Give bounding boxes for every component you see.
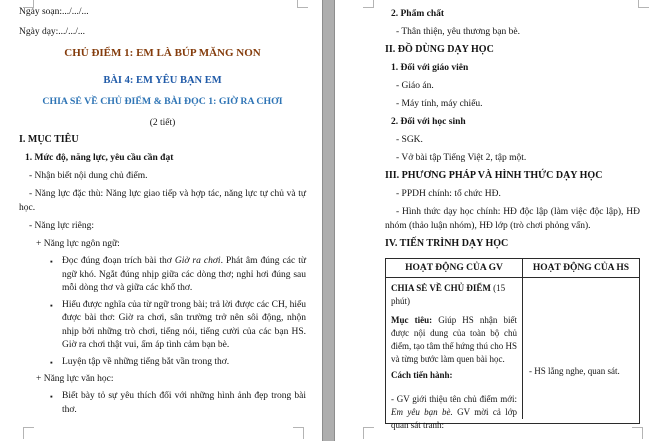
- margin-corner-mark: [293, 427, 304, 439]
- goal-text: Giúp HS nhận biết được nội dung của toàn bộ chủ điểm, tạo tâm thế hứng thú cho HS và từng bước làm quen bài học.: [391, 315, 517, 364]
- document-page-right: [334, 0, 650, 441]
- activity-goal: [391, 314, 517, 366]
- section-do-dung: II. ĐỒ DÙNG DẠY HỌC: [385, 44, 494, 55]
- paragraph-ppdh: - PPDH chính: tổ chức HĐ.: [396, 189, 501, 199]
- activity-table-body-row: [386, 278, 639, 430]
- hs-activity-cell: [523, 278, 639, 423]
- gv-step-text: GV mời cả lớp quan sát tranh:: [391, 407, 517, 430]
- paragraph-may-tinh: - Máy tính, máy chiếu.: [396, 99, 483, 109]
- paragraph-nang-luc-van-hoc: + Năng lực văn học:: [36, 374, 114, 384]
- margin-corner-mark: [23, 427, 34, 439]
- bullet-item: ▪ Luyện tập về những tiếng bắt vần trong thơ.: [50, 356, 306, 370]
- header-cell-gv: HOẠT ĐỘNG CỦA GV: [386, 259, 523, 278]
- lesson-heading: BÀI 4: EM YÊU BẠN EM: [103, 75, 222, 86]
- margin-corner-mark: [632, 427, 643, 439]
- subsection-pham-chat: 2. Phẩm chất: [391, 9, 445, 19]
- paragraph-nang-luc-ngon-ngu: + Năng lực ngôn ngữ:: [36, 239, 120, 249]
- paragraph-nang-luc-dac-thu: - Năng lực đặc thù: Năng lực giao tiếp và hợp tác, năng lực tự chủ và tự học.: [19, 189, 306, 213]
- activity-table: [385, 258, 640, 430]
- activity-title: [391, 282, 517, 308]
- bullet-text-italic: Giờ ra chơi: [174, 256, 221, 266]
- bullet-list-van-hoc: [19, 390, 306, 417]
- gv-step: [391, 393, 517, 432]
- hs-note: - HS lắng nghe, quan sát.: [529, 366, 620, 376]
- bullet-item: ▪ Biết bày tỏ sự yêu thích đối với những hình ảnh đẹp trong bài thơ.: [50, 390, 306, 417]
- activity-title-bold: CHIA SẺ VỀ CHỦ ĐIỂM: [391, 283, 491, 293]
- paragraph-sgk: - SGK.: [396, 135, 423, 145]
- bullet-text: Đọc đúng đoạn trích bài thơ: [62, 256, 175, 266]
- activity-title-duration: (15 phút): [391, 283, 506, 306]
- lesson-duration: (2 tiết): [149, 118, 176, 128]
- gv-activity-cell: [386, 278, 523, 430]
- procedure-label: Cách tiến hành:: [391, 370, 453, 380]
- bullet-list-ngon-ngu: [19, 255, 306, 369]
- paragraph-hinh-thuc: - Hình thức dạy học chính: HĐ độc lập (làm việc độc lập), HĐ nhóm (thảo luận nhóm), HĐ lớp (trò chơi phỏng vấn).: [385, 207, 640, 231]
- subsection-doi-voi-giao-vien: 1. Đối với giáo viên: [391, 63, 469, 73]
- section-tien-trinh: IV. TIẾN TRÌNH DẠY HỌC: [385, 238, 509, 249]
- subsection-doi-voi-hoc-sinh: 2. Đối với học sinh: [391, 117, 466, 127]
- activity-table-header-row: [386, 259, 639, 278]
- gv-step-text: - GV giới thiệu tên chủ điểm mới:: [391, 394, 517, 404]
- section-muc-tieu: I. MỤC TIÊU: [19, 134, 79, 145]
- left-page-content: [0, 0, 322, 420]
- margin-corner-mark: [363, 0, 374, 8]
- goal-label: Mục tiêu:: [391, 315, 433, 325]
- paragraph-giao-an: - Giáo án.: [396, 81, 434, 91]
- bullet-item: [50, 255, 306, 296]
- paragraph-nang-luc-rieng: - Năng lực riêng:: [29, 221, 95, 231]
- bullet-item: ▪ Hiểu được nghĩa của từ ngữ trong bài; trả lời được các CH, hiểu được bài thơ: Giờ ra chơi, sân trường trở nên sôi động, nhộn nhịp bởi những trò chơi, tiếng nói, tiếng cười của các bạn HS. Giờ ra chơi thật vui, ấm áp tình cảm bạn bè.: [50, 299, 306, 353]
- gv-step-topic-italic: Em yêu bạn bè.: [391, 407, 453, 417]
- sub-lesson-heading: CHIA SẺ VỀ CHỦ ĐIỂM & BÀI ĐỌC 1: GIỜ RA CHƠI: [42, 96, 283, 107]
- paragraph-vo-bai-tap: - Vở bài tập Tiếng Việt 2, tập một.: [396, 153, 527, 163]
- right-page-content: [335, 0, 650, 255]
- bullet-text: . Phát âm đúng các từ ngữ khó. Ngắt đúng nhịp giữa các dòng thơ; nghỉ hơi đúng sau mỗi dòng thơ và giữa các khổ thơ.: [62, 256, 306, 293]
- chapter-heading: CHỦ ĐIỂM 1: EM LÀ BÚP MĂNG NON: [64, 47, 261, 59]
- header-cell-hs: HOẠT ĐỘNG CỦA HS: [523, 259, 639, 278]
- document-page-left: [0, 0, 323, 441]
- margin-corner-mark: [638, 0, 649, 8]
- paragraph-than-thien: - Thân thiện, yêu thương bạn bè.: [396, 27, 520, 37]
- date-taught-line: Ngày dạy:.../.../...: [19, 27, 85, 37]
- paragraph-nhan-biet: - Nhận biết nội dung chủ điểm.: [29, 171, 148, 181]
- margin-corner-mark: [363, 427, 374, 439]
- margin-corner-mark: [23, 0, 34, 8]
- subsection-muc-do: 1. Mức độ, năng lực, yêu cầu cần đạt: [25, 153, 174, 163]
- section-phuong-phap: III. PHƯƠNG PHÁP VÀ HÌNH THỨC DẠY HỌC: [385, 170, 603, 181]
- margin-corner-mark: [297, 0, 308, 8]
- date-prepared-line: Ngày soạn:.../.../...: [19, 7, 89, 17]
